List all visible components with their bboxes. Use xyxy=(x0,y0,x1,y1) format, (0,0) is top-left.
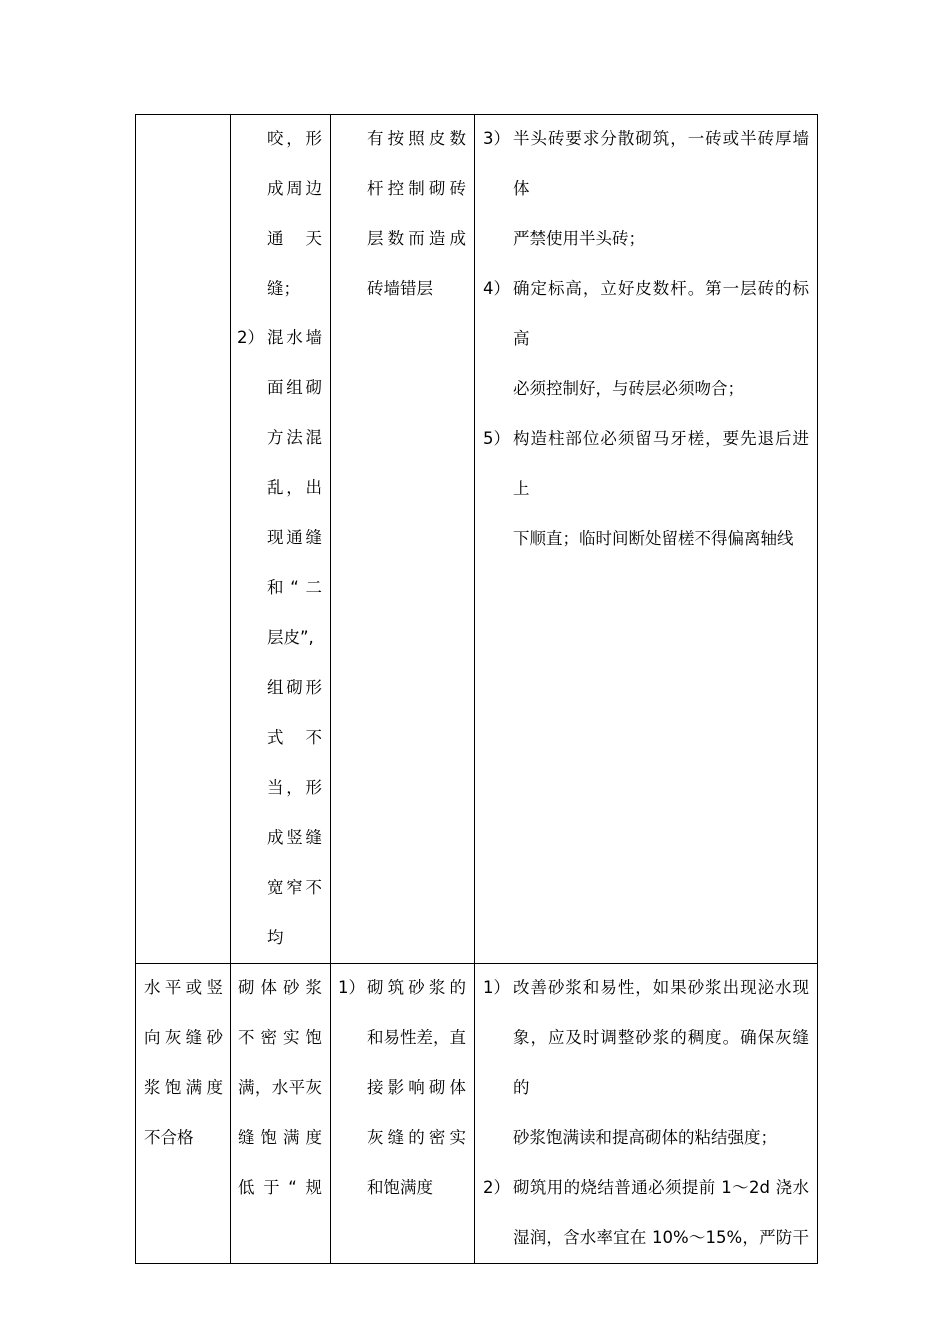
text-line: 湿润，含水率宜在 10%～15%，严防干 xyxy=(513,1228,809,1247)
cause-cell xyxy=(331,964,475,1264)
item-number: 3） xyxy=(483,129,510,148)
prevention-cell xyxy=(475,115,818,964)
text-line: 满，水平灰 xyxy=(238,1078,322,1097)
item-number: 2） xyxy=(483,1178,510,1197)
list-item xyxy=(483,114,809,264)
text-line: 不密实饱 xyxy=(238,1028,322,1047)
text-line: 浆饱满度 xyxy=(144,1078,223,1097)
text-line: 式 不 xyxy=(267,728,322,747)
text-line: 组砌形 xyxy=(267,678,322,697)
text-line: 和“二 xyxy=(267,578,322,597)
text-line: 层数而造成 xyxy=(367,229,466,248)
quality-defect-table xyxy=(135,114,818,1264)
text-line: 不合格 xyxy=(144,1128,194,1147)
text-line: 下顺直；临时间断处留槎不得偏离轴线 xyxy=(513,529,794,548)
text-line: 砂浆饱满读和提高砌体的粘结强度； xyxy=(513,1128,777,1147)
defect-description-cell xyxy=(231,115,331,964)
defect-name-cell xyxy=(136,115,231,964)
text-line: 构造柱部位必须留马牙槎，要先退后进上 xyxy=(513,429,809,498)
text-line: 砌筑砂浆的 xyxy=(367,978,466,997)
text-line: 当，形 xyxy=(267,778,322,797)
text-line: 灰缝的密实 xyxy=(367,1128,466,1147)
text-line: 成竖缝 xyxy=(267,828,322,847)
cause-cell xyxy=(331,115,475,964)
list-item xyxy=(483,264,809,414)
text-line: 改善砂浆和易性，如果砂浆出现泌水现 xyxy=(513,978,809,997)
text-line: 和饱满度 xyxy=(367,1178,433,1197)
text-line: 成周边 xyxy=(267,179,322,198)
text-line: 现通缝 xyxy=(267,528,322,547)
text-line: 水平或竖 xyxy=(144,978,223,997)
item-number: 2） xyxy=(237,328,264,347)
list-item xyxy=(483,414,809,564)
text-line: 均 xyxy=(267,928,284,947)
text-line: 宽窄不 xyxy=(267,878,322,897)
text-line: 乱，出 xyxy=(267,478,322,497)
text-line: 混水墙 xyxy=(267,328,322,347)
text-line: 严禁使用半头砖； xyxy=(513,229,645,248)
text-line: 方法混 xyxy=(267,428,322,447)
item-number: 1） xyxy=(338,978,365,997)
text-line: 和易性差，直 xyxy=(367,1028,466,1047)
defect-name-cell xyxy=(136,964,231,1264)
list-item xyxy=(483,1163,809,1263)
defect-description-cell xyxy=(231,964,331,1264)
item-number: 4） xyxy=(483,279,510,298)
text-line: 咬，形 xyxy=(267,129,322,148)
text-line: 确定标高，立好皮数杆。第一层砖的标高 xyxy=(513,279,809,348)
text-line: 缝； xyxy=(267,279,300,298)
text-line: 砖墙错层 xyxy=(367,279,433,298)
text-line: 砌筑用的烧结普通必须提前 1～2d 浇水 xyxy=(513,1178,809,1197)
prevention-cell xyxy=(475,964,818,1264)
text-line: 向灰缝砂 xyxy=(144,1028,223,1047)
text-line: 必须控制好，与砖层必须吻合； xyxy=(513,379,744,398)
text-line: 面组砌 xyxy=(267,378,322,397)
text-line: 砌体砂浆 xyxy=(238,978,322,997)
table-row xyxy=(136,964,818,1264)
item-number: 1） xyxy=(483,978,510,997)
text-line: 低于“规 xyxy=(238,1178,322,1197)
text-line: 接影响砌体 xyxy=(367,1078,466,1097)
text-line: 通 天 xyxy=(267,229,322,248)
list-item xyxy=(483,963,809,1163)
text-line: 缝饱满度 xyxy=(238,1128,322,1147)
text-line: 层皮”, xyxy=(267,628,314,647)
text-line: 杆控制砌砖 xyxy=(367,179,466,198)
text-line: 有按照皮数 xyxy=(367,129,466,148)
text-line: 象，应及时调整砂浆的稠度。确保灰缝的 xyxy=(513,1028,809,1097)
text-line: 半头砖要求分散砌筑，一砖或半砖厚墙体 xyxy=(513,129,809,198)
item-number: 5） xyxy=(483,429,510,448)
table-row xyxy=(136,115,818,964)
